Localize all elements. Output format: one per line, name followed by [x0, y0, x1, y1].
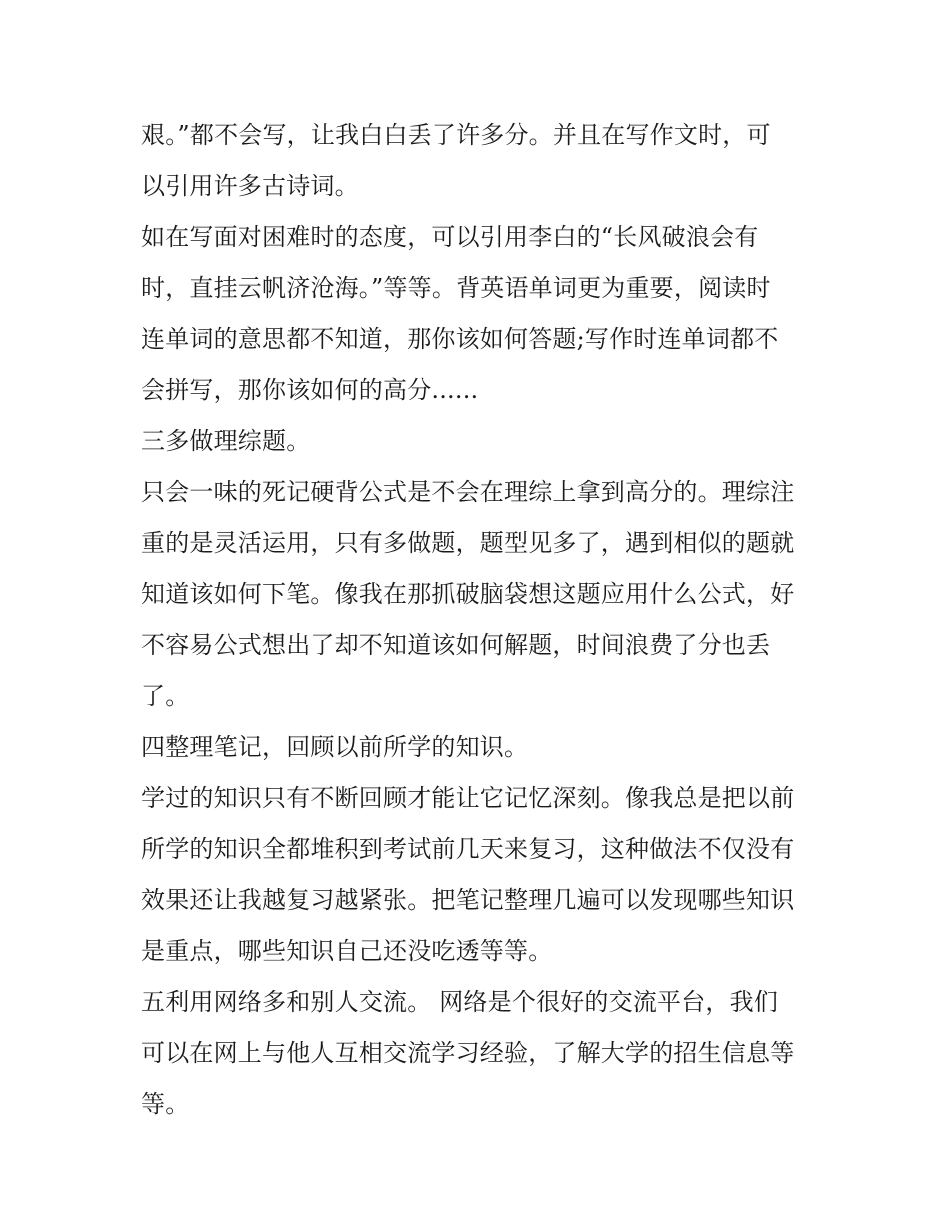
text-line: 效果还让我越复习越紧张。把笔记整理几遍可以发现哪些知识: [141, 886, 795, 914]
body-text: [141, 110, 821, 1130]
text-line: 学过的知识只有不断回顾才能让它记忆深刻。像我总是把以前: [141, 784, 795, 812]
text-line: 时，直挂云帆济沧海。”等等。背英语单词更为重要，阅读时: [141, 274, 771, 302]
text-line: 如在写面对困难时的态度，可以引用李白的“长风破浪会有: [141, 223, 759, 251]
text-line: 等。: [141, 1090, 190, 1118]
text-line: 所学的知识全都堆积到考试前几天来复习，这种做法不仅没有: [141, 835, 795, 863]
text-line: 只会一味的死记硬背公式是不会在理综上拿到高分的。理综注: [141, 478, 795, 506]
text-line: 是重点，哪些知识自己还没吃透等等。: [141, 937, 553, 965]
section-heading-3: 三多做理综题。: [141, 427, 311, 455]
section-heading-4: 四整理笔记，回顾以前所学的知识。: [141, 733, 529, 761]
text-line: 不容易公式想出了却不知道该如何解题，时间浪费了分也丢: [141, 631, 771, 659]
text-line: 会拼写，那你该如何的高分......: [141, 376, 479, 404]
text-line: 重的是灵活运用，只有多做题，题型见多了，遇到相似的题就: [141, 529, 795, 557]
section-heading-5: 五利用网络多和别人交流。 网络是个很好的交流平台，我们: [141, 988, 779, 1016]
text-line: 知道该如何下笔。像我在那抓破脑袋想这题应用什么公式，好: [141, 580, 795, 608]
text-line: 连单词的意思都不知道，那你该如何答题;写作时连单词都不: [141, 325, 779, 353]
text-line: 艰。”都不会写，让我白白丢了许多分。并且在写作文时，可: [141, 121, 771, 149]
text-line: 可以在网上与他人互相交流学习经验，了解大学的招生信息等: [141, 1039, 795, 1067]
text-line: 以引用许多古诗词。: [141, 172, 359, 200]
text-line: 了。: [141, 682, 190, 710]
